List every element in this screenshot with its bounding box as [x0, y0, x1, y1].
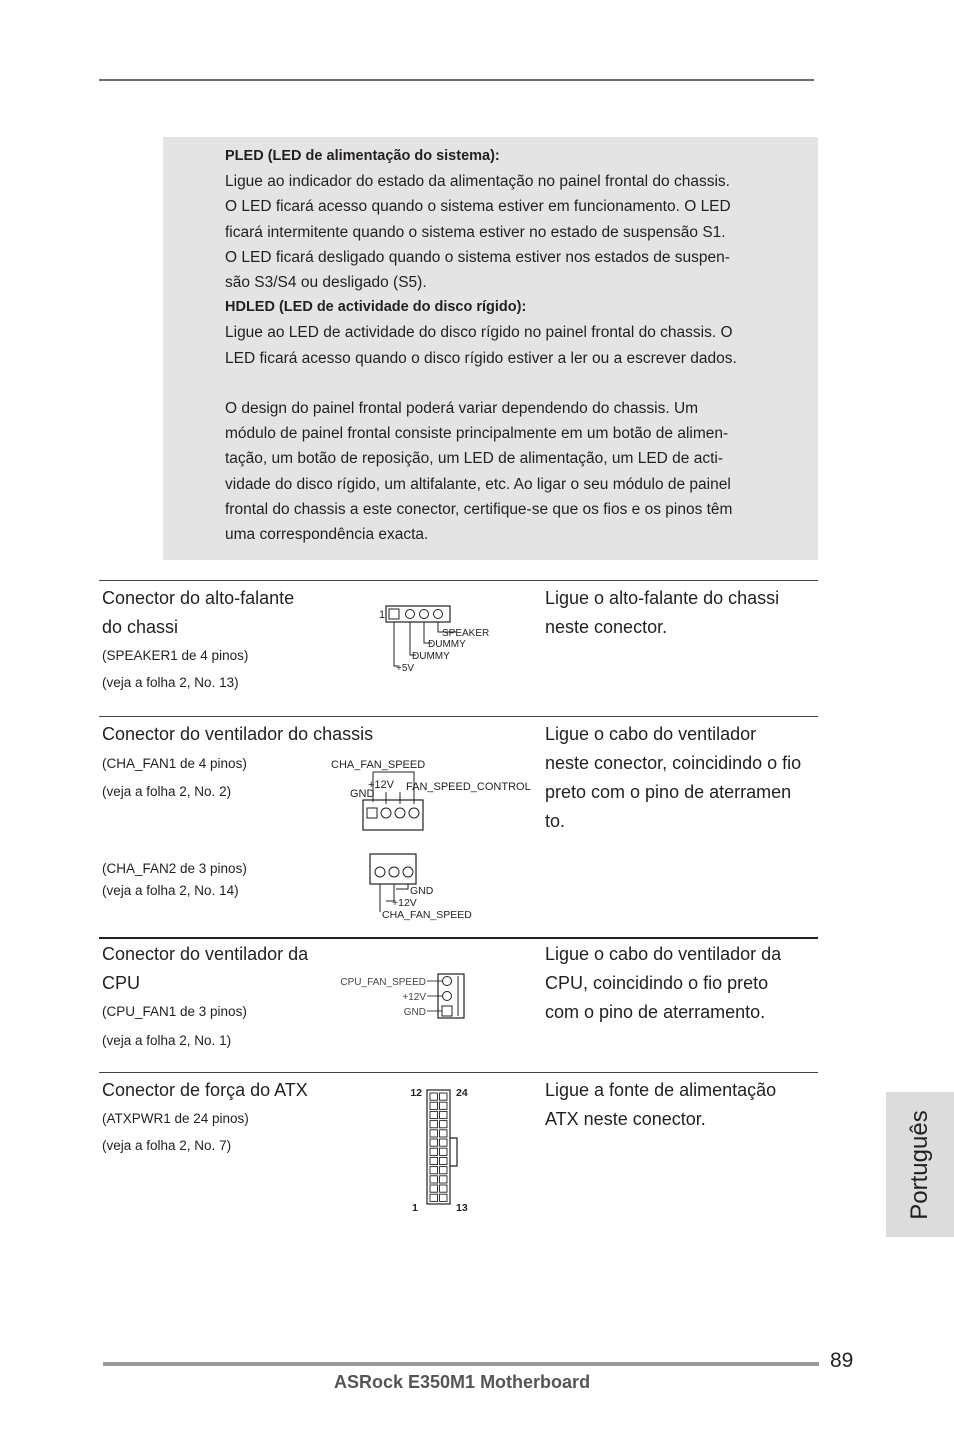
design-line: módulo de painel frontal consiste principalmente em um botão de alimen- [225, 425, 729, 443]
cha-fan2-diagram [368, 852, 478, 924]
atx-pin [440, 1093, 448, 1100]
pin-label: 1 [412, 1202, 418, 1214]
pin-label: CHA_FAN_SPEED [331, 759, 426, 771]
atx-pin [430, 1167, 438, 1174]
pin-label: +12V [368, 779, 394, 791]
hdled-heading: HDLED (LED de actividade do disco rígido): [225, 299, 527, 316]
pled-line: ficará intermitente quando o sistema estiver no estado de suspensão S1. [225, 223, 726, 241]
pin-label: SPEAKER [442, 628, 490, 639]
pin-label: GND [350, 788, 375, 800]
atx-diagram [402, 1082, 482, 1216]
speaker-diagram [376, 600, 506, 680]
atx-pin [430, 1093, 438, 1100]
connector-pin [375, 867, 385, 877]
atx-pin [440, 1130, 448, 1137]
connector-pin [420, 610, 429, 619]
atx-pin [440, 1148, 448, 1155]
speaker-desc-line: neste conector. [545, 617, 668, 637]
design-line: tação, um botão de reposição, um LED de alimentação, um LED de acti- [225, 450, 723, 468]
design-line: uma correspondência exacta. [225, 526, 429, 544]
language-tab [886, 1092, 954, 1237]
design-line: O design do painel frontal poderá variar dependendo do chassis. Um [225, 400, 699, 418]
section-rule [99, 937, 818, 939]
cpu-fan-desc-line: com o pino de aterramento. [545, 1002, 766, 1022]
atx-desc-line: Ligue a fonte de alimentação [545, 1080, 777, 1100]
connector-pin [395, 808, 405, 818]
atx-title: Conector de força do ATX [102, 1080, 308, 1100]
footer-rule [103, 1362, 819, 1366]
section-rule [99, 716, 818, 717]
language-tab-label: Português [906, 1109, 933, 1220]
connector-housing [427, 1090, 450, 1204]
pled-line: são S3/S4 ou desligado (S5). [225, 274, 427, 292]
atx-pin [440, 1139, 448, 1146]
connector-pin [381, 808, 391, 818]
page-number: 89 [830, 1349, 854, 1372]
chassis-fan-desc-line: preto com o pino de aterramen [545, 782, 792, 802]
hdled-line: Ligue ao LED de actividade do disco rígido no painel frontal do chassis. O [225, 324, 733, 342]
connector-pin [443, 992, 452, 1001]
connector-pin [406, 610, 415, 619]
speaker-ref: (veja a folha 2, No. 13) [102, 675, 239, 690]
pin-label: GND [403, 1007, 426, 1018]
speaker-desc [545, 584, 825, 642]
speaker-title-line: Conector do alto-falante [102, 588, 295, 608]
chassis-fan-title: Conector do ventilador do chassis [102, 724, 374, 744]
cha-fan1-diagram [328, 754, 534, 834]
cha-fan1-pins: (CHA_FAN1 de 4 pinos) [102, 756, 247, 771]
atx-pin [430, 1148, 438, 1155]
cpu-fan-desc-line: CPU, coincidindo o fio preto [545, 973, 769, 993]
atx-pin [430, 1111, 438, 1118]
speaker-pin1-label: 1 [379, 609, 386, 621]
atx-pin [440, 1176, 448, 1183]
speaker-pins: (SPEAKER1 de 4 pinos) [102, 648, 249, 663]
atx-desc [545, 1076, 825, 1134]
cpu-fan-title-line: Conector do ventilador da [102, 944, 309, 964]
atx-pin [440, 1102, 448, 1109]
atx-pin [440, 1157, 448, 1164]
design-line: frontal do chassis a este conector, certifique-se que os fios e os pinos têm [225, 500, 733, 518]
cpu-fan-title [102, 940, 308, 998]
connector-pin [443, 977, 452, 986]
cpu-fan-ref: (veja a folha 2, No. 1) [102, 1033, 232, 1048]
connector-key [450, 1138, 457, 1166]
cha-fan1-ref: (veja a folha 2, No. 2) [102, 784, 232, 799]
note-box [163, 137, 818, 560]
pin-label: CHA_FAN_SPEED [382, 909, 472, 921]
wire [396, 884, 408, 889]
connector-pin [434, 610, 443, 619]
wire [394, 622, 398, 666]
cpu-fan-title-line: CPU [102, 973, 141, 993]
atx-desc-line: ATX neste conector. [545, 1109, 706, 1129]
pin-label: GND [410, 885, 434, 897]
connector-housing [363, 800, 423, 830]
cpu-fan-pins: (CPU_FAN1 de 3 pinos) [102, 1004, 247, 1019]
connector-pin [409, 808, 419, 818]
speaker-title [102, 584, 294, 642]
section-rule [99, 580, 818, 581]
pin-label: +12V [392, 897, 417, 909]
pled-line: O LED ficará acesso quando o sistema estiver em funcionamento. O LED [225, 198, 731, 216]
connector-pin [442, 1006, 452, 1016]
speaker-title-line: do chassi [102, 617, 179, 637]
pin-label: 24 [456, 1087, 468, 1099]
speaker-desc-line: Ligue o alto-falante do chassi [545, 588, 780, 608]
connector-pin [403, 867, 413, 877]
chassis-fan-desc-line: Ligue o cabo do ventilador [545, 724, 757, 744]
cpu-fan-diagram [336, 972, 470, 1024]
connector-pin [389, 867, 399, 877]
pin-label: FAN_SPEED_CONTROL [406, 781, 531, 793]
atx-pin [440, 1121, 448, 1128]
design-line: vidade do disco rígido, um altifalante, etc. Ao ligar o seu módulo de painel [225, 475, 731, 493]
chassis-fan-desc-line: to. [545, 811, 566, 831]
atx-pin [430, 1157, 438, 1164]
pled-heading: PLED (LED de alimentação do sistema): [225, 148, 500, 164]
cha-fan2-ref: (veja a folha 2, No. 14) [102, 883, 239, 898]
connector-pin [367, 808, 377, 818]
atx-pin [430, 1185, 438, 1192]
atx-pin [440, 1194, 448, 1201]
connector-housing [386, 606, 450, 622]
pin-label: DUMMY [412, 651, 450, 662]
cha-fan2-pins: (CHA_FAN2 de 3 pinos) [102, 861, 247, 876]
atx-pin [430, 1121, 438, 1128]
pin-label: 13 [456, 1202, 468, 1214]
atx-pin [440, 1185, 448, 1192]
pled-line: Ligue ao indicador do estado da alimentação no painel frontal do chassis. [225, 173, 730, 191]
pin-label: +12V [402, 992, 426, 1003]
atx-pin-grid [430, 1093, 447, 1201]
cpu-fan-desc [545, 940, 825, 1027]
pin-label: DUMMY [428, 639, 466, 650]
note-text [225, 144, 805, 547]
pin-label: CPU_FAN_SPEED [340, 977, 426, 988]
paragraph-gap [225, 371, 805, 396]
pin-label: 12 [410, 1087, 422, 1099]
pled-line: O LED ficará desligado quando o sistema estiver nos estados de suspen- [225, 248, 730, 266]
connector-housing [370, 854, 416, 884]
atx-pin [440, 1111, 448, 1118]
footer-text: ASRock E350M1 Motherboard [334, 1372, 591, 1392]
atx-pin [440, 1167, 448, 1174]
pin-label: +5V [396, 663, 415, 674]
hdled-line: LED ficará acesso quando o disco rígido estiver a ler ou a escrever dados. [225, 349, 737, 367]
chassis-fan-desc [545, 720, 825, 836]
atx-pin [430, 1139, 438, 1146]
section-rule [99, 1072, 818, 1073]
top-rule [99, 79, 814, 81]
atx-pin [430, 1130, 438, 1137]
atx-pin [430, 1194, 438, 1201]
atx-ref: (veja a folha 2, No. 7) [102, 1138, 232, 1153]
cpu-fan-desc-line: Ligue o cabo do ventilador da [545, 944, 782, 964]
chassis-fan-desc-line: neste conector, coincidindo o fio [545, 753, 802, 773]
atx-pin [430, 1102, 438, 1109]
connector-pin [389, 609, 399, 619]
atx-pins: (ATXPWR1 de 24 pinos) [102, 1111, 249, 1126]
atx-pin [430, 1176, 438, 1183]
